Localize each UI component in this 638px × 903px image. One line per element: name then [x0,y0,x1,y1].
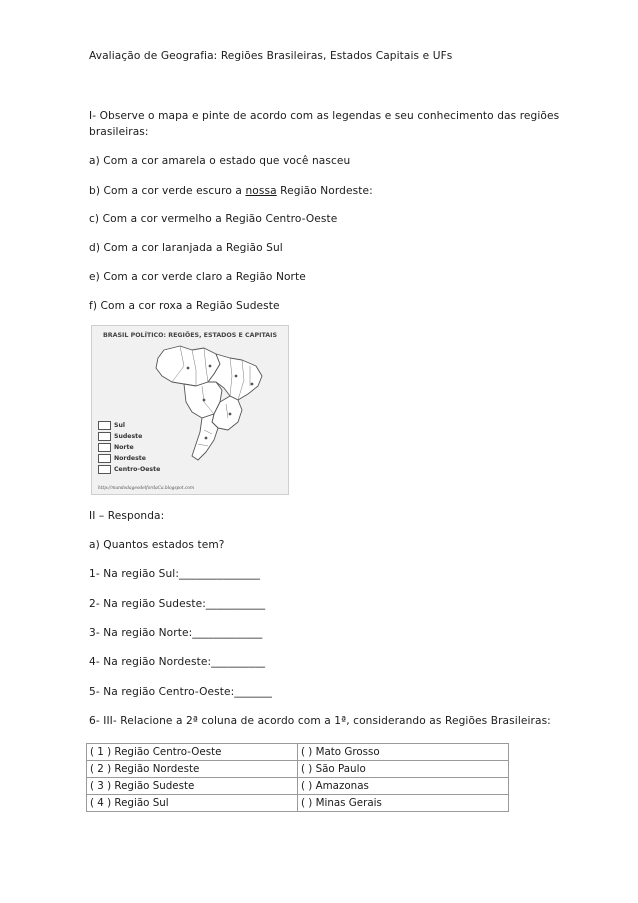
answer-nordeste: 4- Na região Nordeste:__________ [89,656,266,668]
worksheet-header: Avaliação de Geografia: Regiões Brasileiras, Estados Capitais e UFs [89,50,453,62]
legend-item-nordeste [98,453,160,464]
legend-label-sul: Sul [114,422,125,429]
legend-swatch-centro-oeste [98,465,111,474]
legend-item-norte [98,442,160,453]
section-2-title: II – Responda: [89,510,165,522]
map-credit: http://mundodageodelfordaCa.blogspot.com [98,486,195,491]
item-b-underlined-word: nossa [245,185,277,197]
table-cell-region: ( 2 ) Região Nordeste [87,761,298,778]
legend-label-centro-oeste: Centro-Oeste [114,466,161,473]
legend-swatch-norte [98,443,111,452]
item-c: c) Com a cor vermelho a Região Centro-Oeste [89,213,338,225]
section-2-question: a) Quantos estados tem? [89,539,225,551]
table-cell-state: ( ) Mato Grosso [298,744,509,761]
table-cell-region: ( 3 ) Região Sudeste [87,778,298,795]
legend-label-sudeste: Sudeste [114,433,143,440]
legend-swatch-nordeste [98,454,111,463]
section-3-title: 6- III- Relacione a 2ª coluna de acordo com a 1ª, considerando as Regiões Brasileiras: [89,715,551,727]
table-row [87,778,509,795]
item-b [89,185,373,197]
table-row [87,744,509,761]
map-title: BRASIL POLÍTICO: REGIÕES, ESTADOS E CAPITAIS [102,332,277,339]
legend-item-centro-oeste [98,464,160,475]
answer-sudeste: 2- Na região Sudeste:___________ [89,598,266,610]
table-row [87,761,509,778]
table-cell-region: ( 1 ) Região Centro-Oeste [87,744,298,761]
legend-item-sul [98,420,160,431]
legend-label-nordeste: Nordeste [114,455,146,462]
item-d: d) Com a cor laranjada a Região Sul [89,242,283,254]
legend-item-sudeste [98,431,160,442]
item-f: f) Com a cor roxa a Região Sudeste [89,300,280,312]
answer-sul: 1- Na região Sul:_______________ [89,568,260,580]
table-cell-state: ( ) Amazonas [298,778,509,795]
map-legend [98,420,160,475]
table-cell-region: ( 4 ) Região Sul [87,795,298,812]
item-b-text-start: b) Com a cor verde escuro a [89,185,246,197]
item-e: e) Com a cor verde claro a Região Norte [89,271,306,283]
answer-norte: 3- Na região Norte:_____________ [89,627,263,639]
instruction-line-1: I- Observe o mapa e pinte de acordo com as legendas e seu conhecimento das regiões [89,110,560,122]
brazil-political-map [91,325,289,495]
table-cell-state: ( ) São Paulo [298,761,509,778]
table-row [87,795,509,812]
relation-table [86,743,509,812]
answer-centro-oeste: 5- Na região Centro-Oeste:_______ [89,686,273,698]
item-b-text-end: Região Nordeste: [276,185,373,197]
instruction-line-2: brasileiras: [89,126,149,138]
legend-swatch-sul [98,421,111,430]
legend-swatch-sudeste [98,432,111,441]
item-a: a) Com a cor amarela o estado que você nasceu [89,155,351,167]
legend-label-norte: Norte [114,444,134,451]
table-cell-state: ( ) Minas Gerais [298,795,509,812]
